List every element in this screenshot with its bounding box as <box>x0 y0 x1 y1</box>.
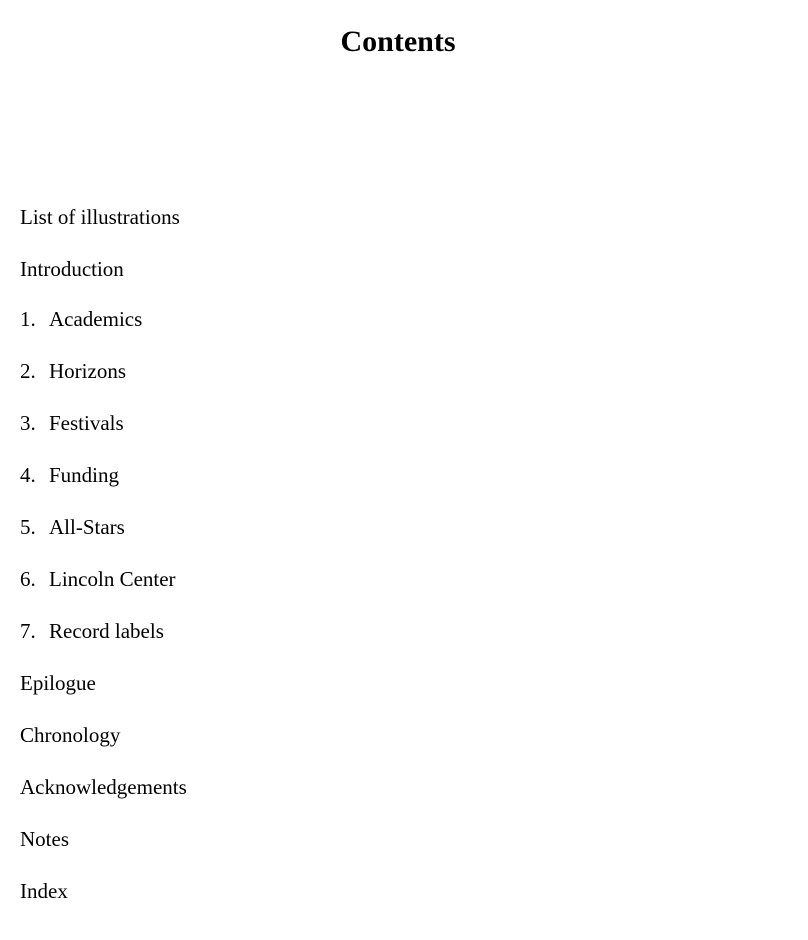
toc-entry-number: 3. <box>20 411 36 435</box>
toc-entry-label: Epilogue <box>20 671 96 695</box>
toc-entry-acknowledgements[interactable] <box>20 772 187 824</box>
toc-entry-label: List of illustrations <box>20 205 180 229</box>
toc-entry-label: Lincoln Center <box>49 567 176 591</box>
toc-entry-label: Chronology <box>20 723 121 747</box>
toc-entry-index[interactable] <box>20 876 187 928</box>
toc-entry-chapter-5[interactable] <box>20 512 187 564</box>
toc-entry-label: Horizons <box>49 359 126 383</box>
page-title: Contents <box>340 25 456 58</box>
toc-entry-label: Index <box>20 879 68 903</box>
toc-entry-label: Festivals <box>49 411 124 435</box>
toc-entry-label: Record labels <box>49 619 164 643</box>
toc-entry-number: 6. <box>20 567 36 591</box>
toc-entry-chronology[interactable] <box>20 720 187 772</box>
toc-entry-chapter-6[interactable] <box>20 564 187 616</box>
toc-entry-label: Introduction <box>20 257 124 281</box>
toc-entry-label: Acknowledgements <box>20 775 187 799</box>
toc-entry-introduction[interactable] <box>20 254 187 304</box>
toc-entry-chapter-2[interactable] <box>20 356 187 408</box>
toc-entry-chapter-4[interactable] <box>20 460 187 512</box>
toc-entry-list-of-illustrations[interactable] <box>20 202 187 254</box>
toc-entry-label: All-Stars <box>49 515 125 539</box>
toc-entry-number: 2. <box>20 359 36 383</box>
toc-entry-chapter-3[interactable] <box>20 408 187 460</box>
table-of-contents <box>20 202 187 928</box>
toc-entry-number: 7. <box>20 619 36 643</box>
toc-entry-number: 1. <box>20 307 36 331</box>
toc-entry-label: Academics <box>49 307 143 331</box>
toc-entry-notes[interactable] <box>20 824 187 876</box>
toc-entry-chapter-1[interactable] <box>20 304 187 356</box>
toc-entry-label: Notes <box>20 827 69 851</box>
toc-entry-label: Funding <box>49 463 120 487</box>
toc-entry-number: 4. <box>20 463 36 487</box>
toc-entry-number: 5. <box>20 515 36 539</box>
toc-entry-chapter-7[interactable] <box>20 616 187 668</box>
toc-entry-epilogue[interactable] <box>20 668 187 720</box>
